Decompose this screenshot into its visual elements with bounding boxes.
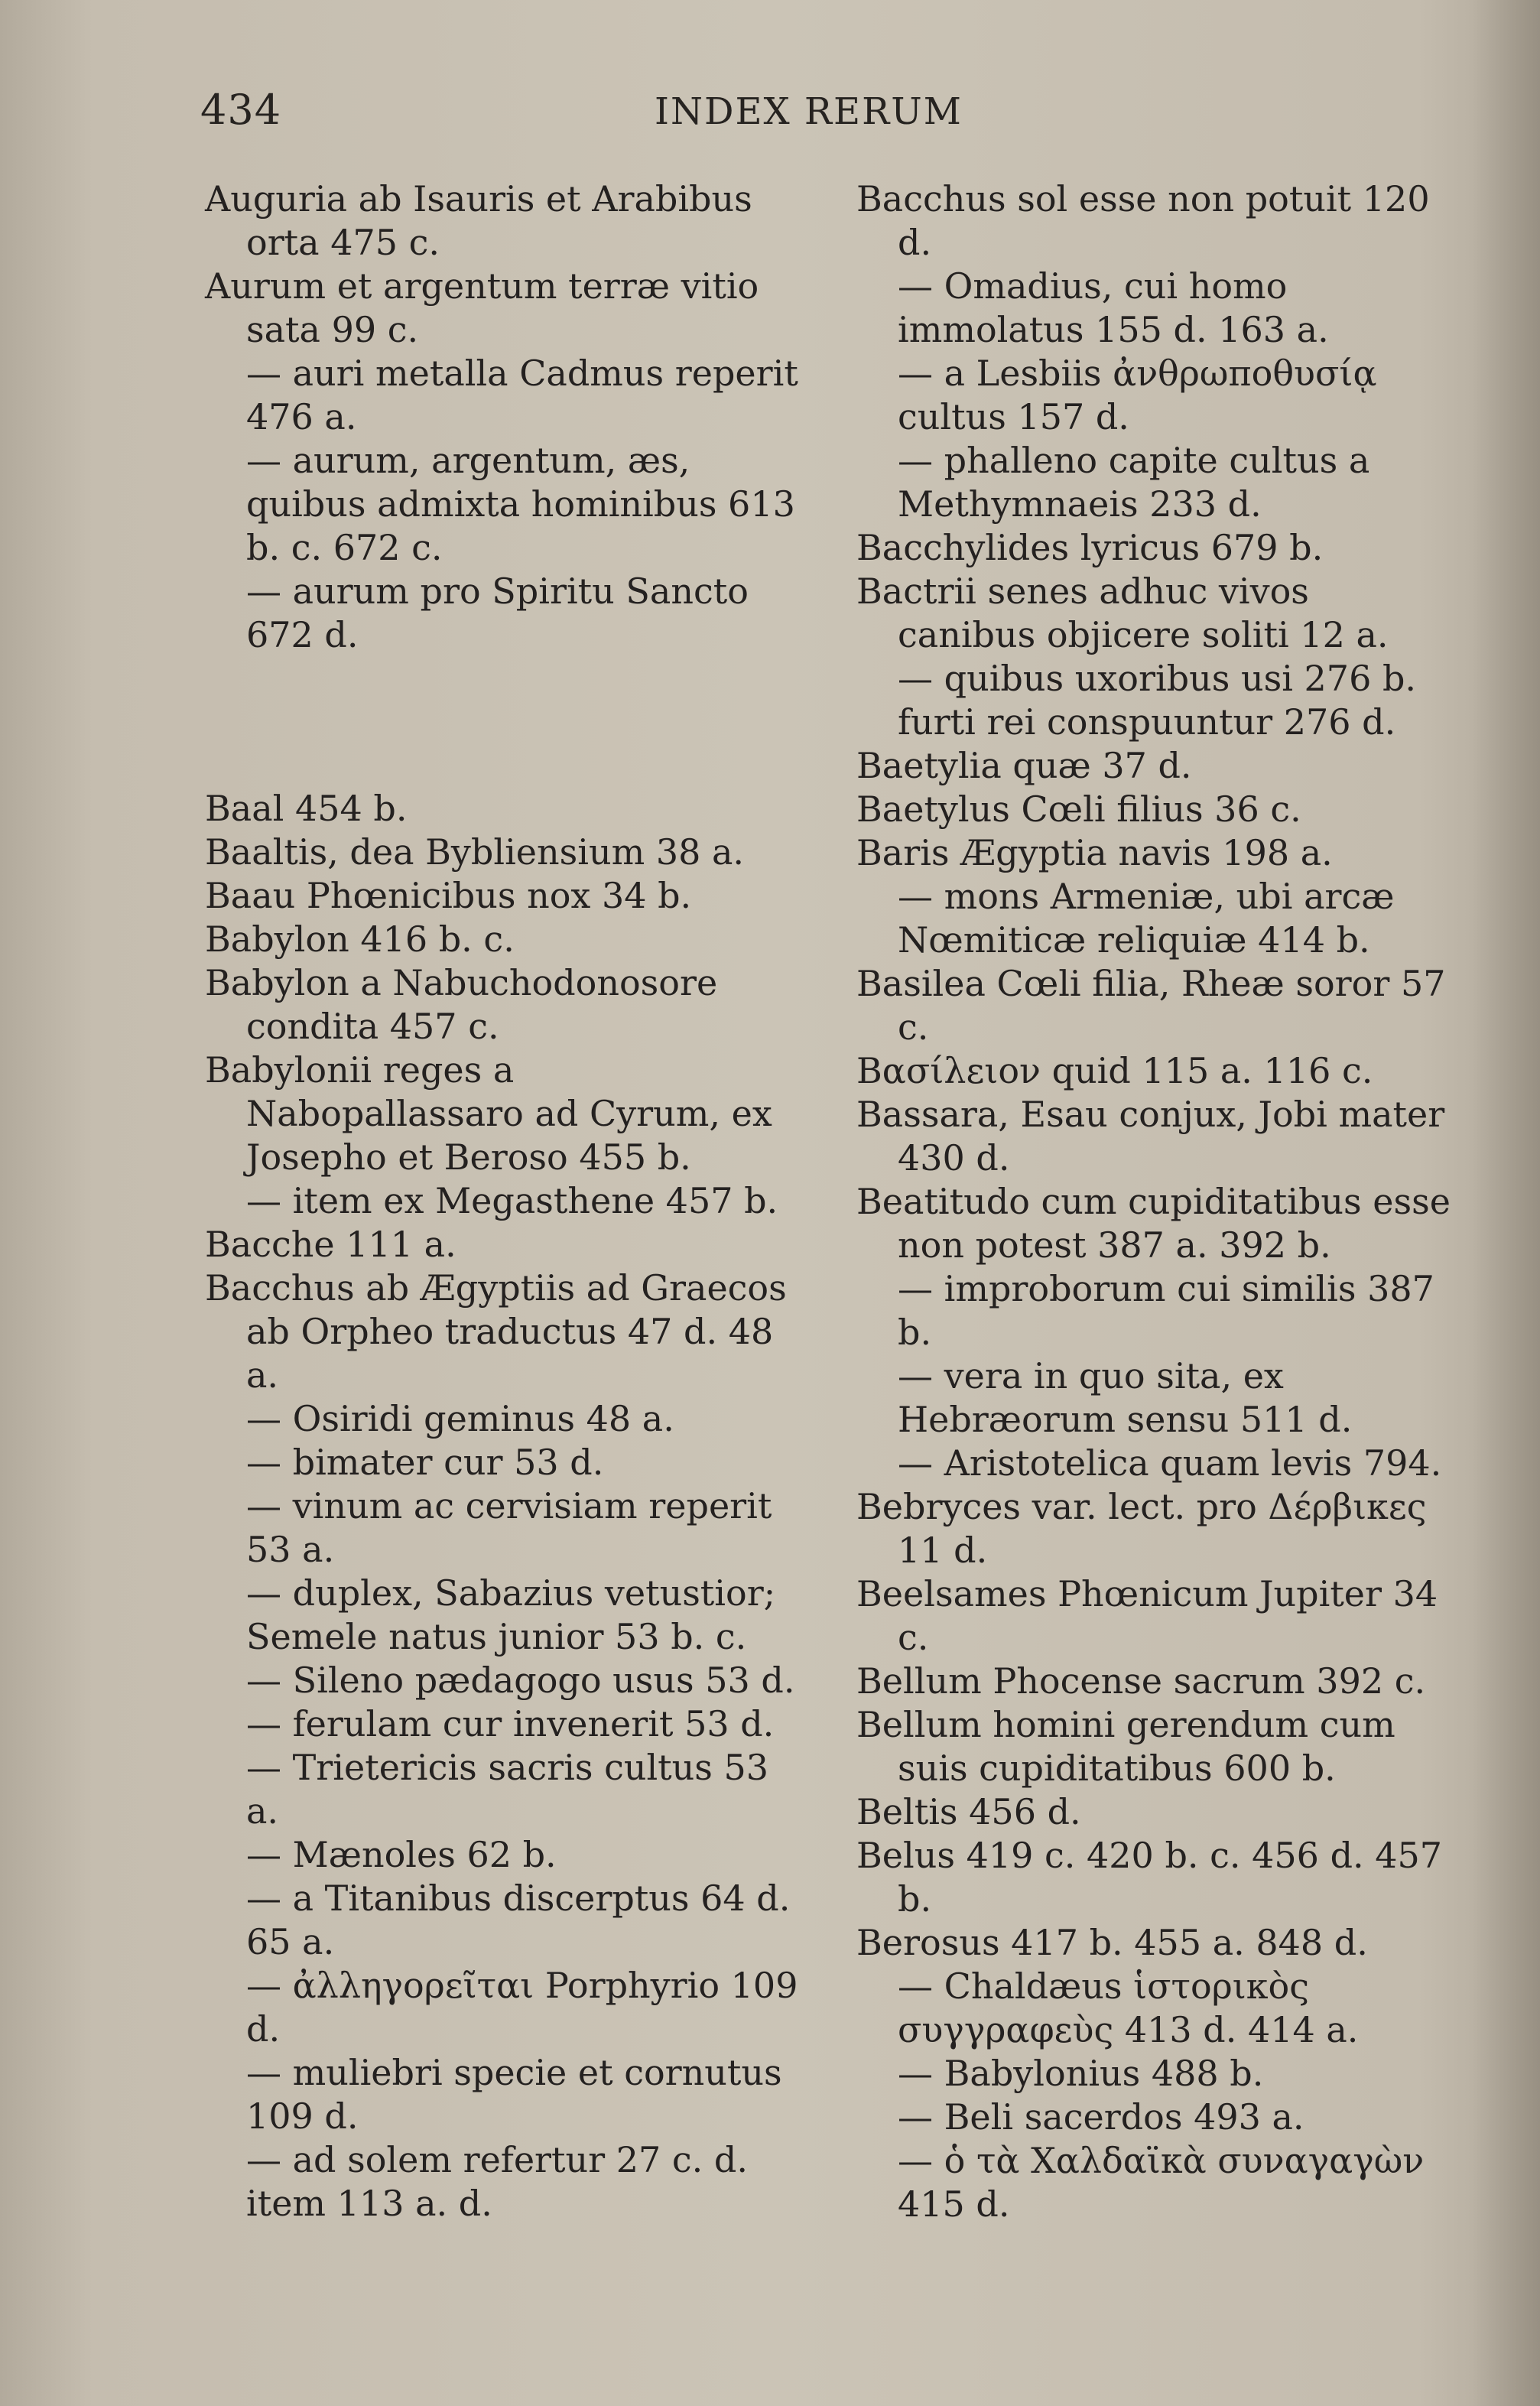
index-entry: Beelsames Phœnicum Jupiter 34 c. (856, 1573, 1438, 1658)
index-entry: Aurum et argentum terræ vitio sata 99 c. (205, 265, 759, 350)
index-subentry: — Omadius, cui homo immolatus 155 d. 163 a. (898, 265, 1329, 350)
running-head (0, 86, 1540, 147)
index-entry: Basilea Cœli filia, Rheæ soror 57 c. (856, 963, 1446, 1048)
page-number: 434 (200, 86, 282, 134)
index-subentry: — vinum ac cervisiam reperit 53 a. (246, 1485, 772, 1570)
index-entry: Babylon 416 b. c. (205, 919, 515, 960)
index-subentry: — Mænoles 62 b. (246, 1834, 557, 1875)
index-subentry: — aurum, argentum, æs, quibus admixta hominibus 613 b. c. 672 c. (246, 440, 795, 568)
index-subentry: — Aristotelica quam levis 794. (898, 1442, 1442, 1484)
index-subentry: — a Lesbiis ἀνθρωποθυσίᾳ cultus 157 d. (898, 353, 1377, 437)
index-subentry: — Beli sacerdos 493 a. (898, 2096, 1304, 2138)
index-entry: Βασίλειον quid 115 a. 116 c. (856, 1050, 1373, 1091)
index-entry: Baris Ægyptia navis 198 a. (856, 832, 1333, 873)
index-entry: Bactrii senes adhuc vivos canibus objicere soliti 12 a. (856, 571, 1389, 655)
index-subentry: — bimater cur 53 d. (246, 1442, 604, 1483)
index-subentry: — auri metalla Cadmus reperit 476 a. (246, 353, 798, 437)
index-entry: Beltis 456 d. (856, 1791, 1081, 1832)
index-entry: Auguria ab Isauris et Arabibus orta 475 c. (205, 178, 752, 263)
index-entry: Belus 419 c. 420 b. c. 456 d. 457 b. (856, 1835, 1443, 1920)
index-subentry: — Babylonius 488 b. (898, 2053, 1264, 2094)
index-subentry: — Trietericis sacris cultus 53 a. (246, 1747, 769, 1832)
index-subentry: — vera in quo sita, ex Hebræorum sensu 511 d. (898, 1355, 1353, 1440)
index-entry: Bacchus sol esse non potuit 120 d. (856, 178, 1430, 263)
index-entry: Bassara, Esau conjux, Jobi mater 430 d. (856, 1094, 1445, 1179)
index-entry: Bacchylides lyricus 679 b. (856, 527, 1324, 568)
index-subentry: — ad solem refertur 27 c. d. item 113 a. d. (246, 2139, 748, 2224)
index-subentry: — improborum cui similis 387 b. (898, 1268, 1434, 1353)
index-subentry: — quibus uxoribus usi 276 b. furti rei conspuuntur 276 d. (898, 658, 1417, 743)
index-entry: Bacchus ab Ægyptiis ad Graecos ab Orpheo traductus 47 d. 48 a. (205, 1267, 787, 1396)
index-subentry: — Sileno pædagogo usus 53 d. (246, 1660, 795, 1701)
index-subentry: — duplex, Sabazius vetustior; Semele natus junior 53 b. c. (246, 1572, 776, 1657)
index-subentry: — Chaldæus ἱστορικὸς συγγραφεὺς 413 d. 414 a. (898, 1965, 1359, 2050)
index-entry: Bellum Phocense sacrum 392 c. (856, 1660, 1426, 1702)
index-entry: Berosus 417 b. 455 a. 848 d. (856, 1922, 1368, 1963)
index-entry: Bacche 111 a. (205, 1224, 456, 1265)
index-subentry: — ferulam cur invenerit 53 d. (246, 1703, 775, 1744)
index-subentry: — Osiridi geminus 48 a. (246, 1398, 674, 1439)
index-subentry: — phalleno capite cultus a Methymnaeis 233 d. (898, 440, 1370, 525)
page-title: INDEX RERUM (655, 90, 963, 133)
letter-section-gap (205, 657, 801, 787)
index-entry: Baetylus Cœli filius 36 c. (856, 788, 1301, 830)
right-index-column (856, 177, 1453, 2226)
left-index-column (205, 177, 801, 2226)
index-entry: Baaltis, dea Bybliensium 38 a. (205, 831, 745, 873)
index-entry: Baau Phœnicibus nox 34 b. (205, 875, 692, 916)
index-subentry: — item ex Megasthene 457 b. (246, 1180, 778, 1221)
index-subentry: — a Titanibus discerptus 64 d. 65 a. (246, 1878, 791, 1962)
index-entry: Babylonii reges a Nabopallassaro ad Cyrum, ex Josepho et Beroso 455 b. (205, 1049, 772, 1178)
index-entry: Babylon a Nabuchodonosore condita 457 c. (205, 962, 718, 1047)
index-entry: Beatitudo cum cupiditatibus esse non potest 387 a. 392 b. (856, 1181, 1451, 1266)
index-subentry: — mons Armeniæ, ubi arcæ Nœmiticæ reliquiæ 414 b. (898, 876, 1395, 961)
index-subentry: — ἀλληγορεῖται Porphyrio 109 d. (246, 1965, 798, 2050)
index-subentry: — muliebri specie et cornutus 109 d. (246, 2052, 782, 2137)
index-entry: Baal 454 b. (205, 788, 408, 829)
index-entry: Bebryces var. lect. pro Δέρβικες 11 d. (856, 1486, 1427, 1571)
index-entry: Bellum homini gerendum cum suis cupiditatibus 600 b. (856, 1704, 1395, 1789)
index-entry: Baetylia quæ 37 d. (856, 745, 1192, 786)
index-subentry: — aurum pro Spiritu Sancto 672 d. (246, 571, 749, 655)
index-subentry: — ὁ τὰ Χαλδαϊκὰ συναγαγὼν 415 d. (898, 2140, 1425, 2225)
